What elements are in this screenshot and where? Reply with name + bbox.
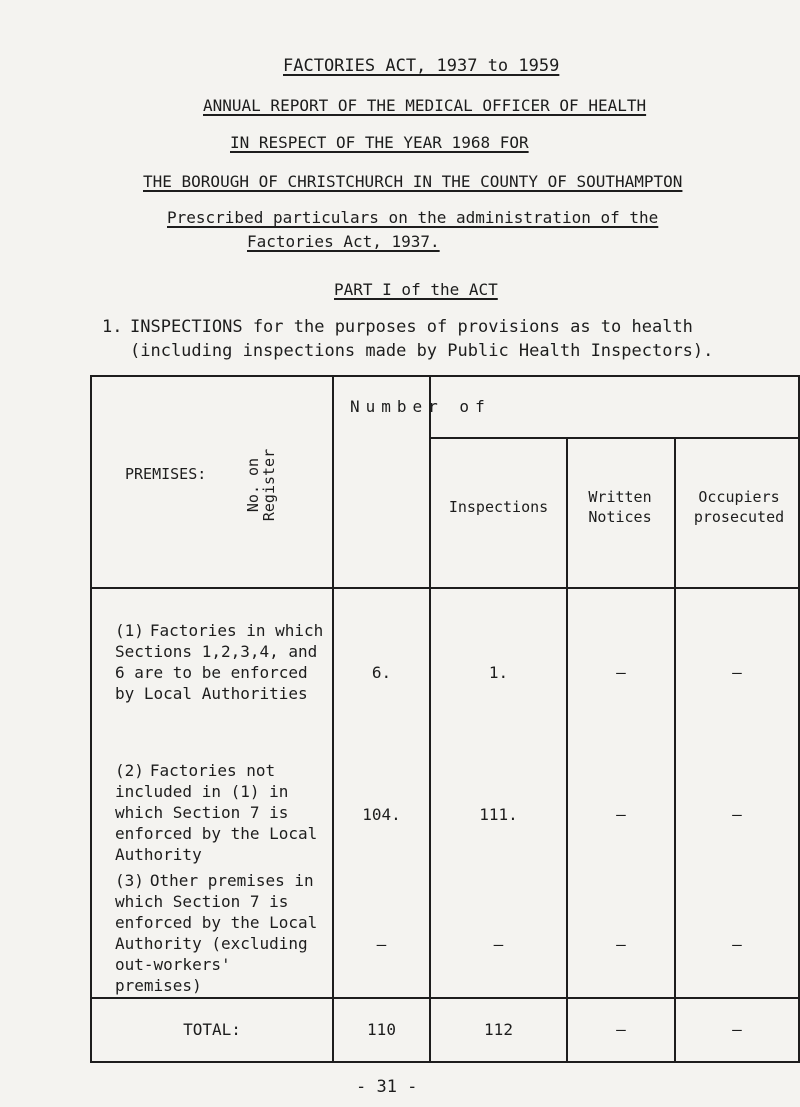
row-label: Factories in which Sections 1,2,3,4, and 6 are to be enforced by Local Authorities bbox=[115, 621, 324, 703]
col-inspections-header: Inspections bbox=[448, 498, 549, 516]
row-number: (3) bbox=[115, 871, 144, 890]
inspections-divider bbox=[566, 437, 568, 1063]
register-divider bbox=[429, 375, 431, 1063]
part-heading: PART I of the ACT bbox=[334, 280, 498, 299]
total-register: 110 bbox=[367, 1020, 396, 1039]
section-text: INSPECTIONS for the purposes of provisions as to health (including inspections made by Public Health Inspectors). bbox=[130, 317, 714, 361]
premises-divider bbox=[332, 375, 334, 1063]
row-register: 6. bbox=[371, 663, 392, 682]
row-prosecuted: – bbox=[732, 663, 742, 682]
act-line: Factories Act, 1937. bbox=[247, 232, 440, 251]
row-number: (1) bbox=[115, 621, 144, 640]
inspections-table bbox=[90, 375, 800, 1063]
row-notices: – bbox=[616, 935, 626, 954]
row-notices: – bbox=[616, 805, 626, 824]
act-title: FACTORIES ACT, 1937 to 1959 bbox=[283, 56, 560, 76]
row-notices: – bbox=[616, 663, 626, 682]
col-notices-header: Written Notices bbox=[588, 488, 652, 526]
row-label: Other premises in which Section 7 is enforced by the Local Authority (excluding out-workers' premises) bbox=[115, 871, 318, 995]
table-row-label bbox=[115, 760, 325, 865]
row-inspections: – bbox=[493, 935, 504, 954]
borough-line: THE BOROUGH OF CHRISTCHURCH IN THE COUNTY OF SOUTHAMPTON bbox=[143, 172, 683, 191]
group-header-border bbox=[429, 437, 800, 439]
prescribed-line: Prescribed particulars on the administration of the bbox=[167, 208, 659, 227]
report-title: ANNUAL REPORT OF THE MEDICAL OFFICER OF HEALTH bbox=[203, 96, 647, 115]
col-prosecuted-header: Occupiers prosecuted bbox=[693, 488, 785, 526]
section-intro bbox=[102, 315, 770, 363]
total-notices: – bbox=[616, 1020, 626, 1039]
total-label: TOTAL: bbox=[183, 1020, 241, 1039]
notices-divider bbox=[674, 437, 676, 1063]
table-row-label bbox=[115, 870, 325, 996]
row-number: (2) bbox=[115, 761, 144, 780]
table-top-border bbox=[90, 375, 800, 377]
row-label: Factories not included in (1) in which Section 7 is enforced by the Local Authority bbox=[115, 761, 318, 864]
row-register: 104. bbox=[362, 805, 401, 824]
section-number: 1. bbox=[102, 317, 123, 337]
row-prosecuted: – bbox=[732, 805, 742, 824]
row-prosecuted: – bbox=[732, 935, 742, 954]
table-row-label bbox=[115, 620, 325, 704]
header-bottom-border bbox=[90, 587, 800, 589]
row-inspections: 1. bbox=[488, 663, 509, 682]
report-year: IN RESPECT OF THE YEAR 1968 FOR bbox=[230, 133, 529, 152]
table-bottom-border bbox=[90, 1061, 800, 1063]
col-premises-header: PREMISES: bbox=[125, 465, 207, 483]
page-number: - 31 - bbox=[356, 1077, 418, 1097]
group-header-number-of: Number of bbox=[350, 397, 491, 416]
total-inspections: 112 bbox=[484, 1020, 513, 1039]
total-top-border bbox=[90, 997, 800, 999]
row-register: – bbox=[376, 935, 387, 954]
row-inspections: 111. bbox=[479, 805, 518, 824]
left-border bbox=[90, 375, 92, 1063]
col-register-header: No. on Register bbox=[244, 448, 278, 522]
total-prosecuted: – bbox=[732, 1020, 742, 1039]
